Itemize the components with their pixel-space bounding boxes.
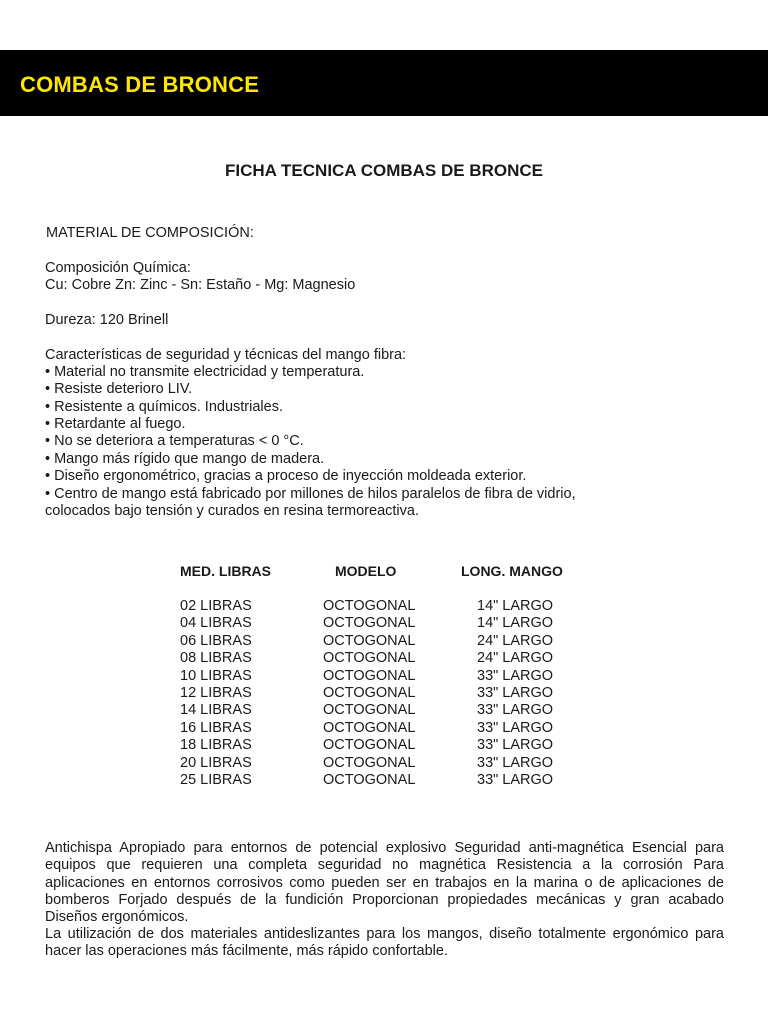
feature-item-continuation: colocados bajo tensión y curados en resina termoreactiva. [45, 503, 419, 519]
column-header-handle-length: LONG. MANGO [461, 563, 563, 579]
feature-item: • Centro de mango está fabricado por millones de hilos paralelos de fibra de vidrio, [45, 486, 576, 502]
column-header-model: MODELO [335, 563, 397, 579]
cell-handle-length: 33" LARGO [477, 719, 554, 736]
cell-handle-length: 33" LARGO [477, 685, 554, 701]
header-title: COMBAS DE BRONCE [20, 72, 260, 97]
cell-weight: 10 LIBRAS [180, 667, 252, 684]
cell-model: OCTOGONAL [323, 754, 416, 771]
cell-model: OCTOGONAL [323, 737, 416, 754]
features-heading: Características de seguridad y técnicas del mango fibra: [45, 347, 407, 363]
cell-handle-length: 33" LARGO [477, 702, 554, 719]
cell-model: OCTOGONAL [323, 685, 416, 701]
cell-weight: 02 LIBRAS [180, 598, 252, 614]
cell-model: OCTOGONAL [323, 667, 416, 684]
cell-model: OCTOGONAL [323, 598, 416, 614]
cell-weight: 16 LIBRAS [180, 719, 252, 736]
cell-handle-length: 33" LARGO [477, 754, 554, 771]
document-title: FICHA TECNICA COMBAS DE BRONCE [225, 161, 543, 180]
composition-elements: Cu: Cobre Zn: Zinc - Sn: Estaño - Mg: Magnesio [45, 277, 356, 293]
material-heading: MATERIAL DE COMPOSICIÓN: [46, 225, 254, 241]
cell-weight: 25 LIBRAS [180, 772, 252, 788]
column-header-weight: MED. LIBRAS [180, 563, 271, 579]
cell-handle-length: 33" LARGO [477, 737, 554, 754]
feature-item: • Resistente a químicos. Industriales. [45, 399, 283, 415]
cell-weight: 12 LIBRAS [180, 685, 252, 701]
header-banner [0, 50, 768, 116]
ergonomics-paragraph: La utilización de dos materiales antideslizantes para los mangos, diseño totalmente ergonómico para hacer las operaciones más fácilmente, más rápido confortable. [45, 926, 724, 960]
cell-weight: 06 LIBRAS [180, 632, 252, 649]
description-paragraph: Antichispa Apropiado para entornos de potencial explosivo Seguridad anti-magnética Esencial para equipos que requieren una completa seguridad no magnética Resistencia a la corrosión Para aplicaciones en entornos corrosivos como pueden ser en trabajos en la marina o de aplicaciones de bomberos Forjado después de la fundición Proporcionan propiedades mecánicas y gran acabado Diseños ergonómicos. [45, 840, 724, 926]
cell-weight: 20 LIBRAS [180, 754, 252, 771]
feature-item: • No se deteriora a temperaturas < 0 °C. [45, 433, 304, 449]
cell-model: OCTOGONAL [323, 650, 416, 667]
cell-handle-length: 24" LARGO [477, 632, 554, 649]
feature-item: • Material no transmite electricidad y temperatura. [45, 364, 365, 380]
cell-handle-length: 14" LARGO [477, 598, 554, 614]
cell-model: OCTOGONAL [323, 615, 416, 632]
cell-model: OCTOGONAL [323, 719, 416, 736]
cell-weight: 04 LIBRAS [180, 615, 252, 632]
feature-item: • Retardante al fuego. [45, 416, 186, 432]
hardness-line: Dureza: 120 Brinell [45, 312, 169, 328]
feature-item: • Mango más rígido que mango de madera. [45, 451, 325, 467]
feature-item: • Resiste deterioro LIV. [45, 381, 193, 397]
cell-handle-length: 33" LARGO [477, 772, 554, 788]
cell-weight: 08 LIBRAS [180, 650, 252, 667]
cell-weight: 18 LIBRAS [180, 737, 252, 754]
cell-model: OCTOGONAL [323, 632, 416, 649]
cell-weight: 14 LIBRAS [180, 702, 252, 719]
feature-item: • Diseño ergonométrico, gracias a proceso de inyección moldeada exterior. [45, 468, 527, 484]
cell-model: OCTOGONAL [323, 772, 416, 788]
composition-label: Composición Química: [45, 260, 191, 276]
cell-model: OCTOGONAL [323, 702, 416, 719]
cell-handle-length: 14" LARGO [477, 615, 554, 632]
cell-handle-length: 24" LARGO [477, 650, 554, 667]
cell-handle-length: 33" LARGO [477, 667, 554, 684]
